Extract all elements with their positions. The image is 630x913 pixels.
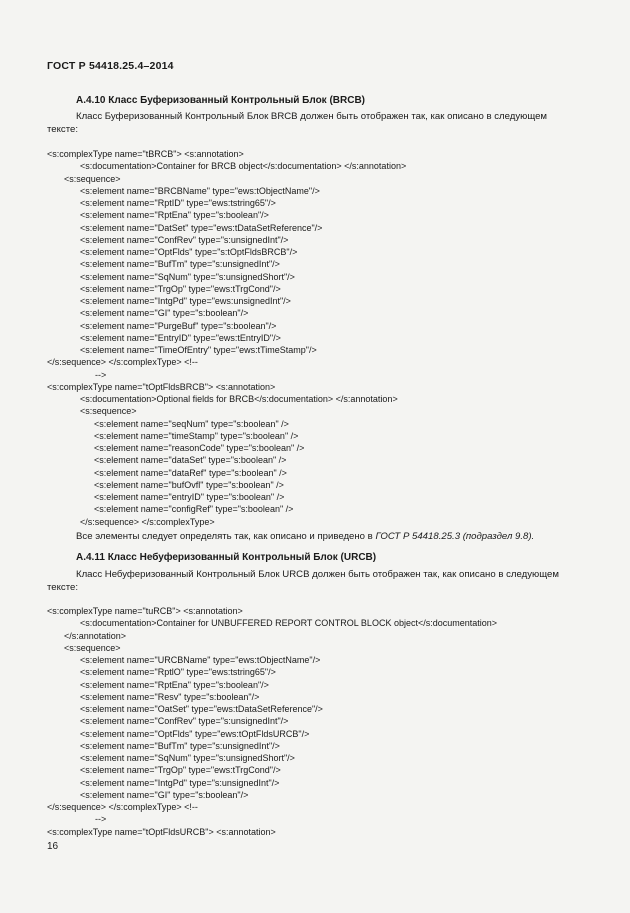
code-line: <s:element name="timeStamp" type="s:boolean" /> xyxy=(94,430,299,441)
intro-brcb-line1: Класс Буферизованный Контрольный Блок BRCB должен быть отображен так, как описано в следующем xyxy=(76,111,548,122)
code-line: <s:element name="IntgPd" type="ews:unsignedInt"/> xyxy=(80,296,291,306)
code-line: <s:sequence> xyxy=(64,642,121,653)
code-line: <s:documentation>Container for BRCB object</s:documentation> </s:annotation> xyxy=(80,161,407,172)
code-line: <s:documentation>Container for UNBUFFERED REPORT CONTROL BLOCK object</s:documentation> xyxy=(80,618,498,629)
code-line: <s:element name="ConfRev" type="s:unsignedInt"/> xyxy=(80,716,289,727)
intro-brcb-line2: тексте: xyxy=(47,124,79,135)
code-line: <s:element name="OptFlds" type="ews:tOptFldsURCB"/> xyxy=(80,728,310,739)
code-line: <s:element name="OatSet" type="ews:tDataSetReference"/> xyxy=(80,704,323,714)
code-line: <s:complexType name="tuRCB"> <s:annotation> xyxy=(47,606,243,616)
code-line: </s:annotation> xyxy=(64,630,127,641)
code-line: <s:element name="RptEna" type="s:boolean"/> xyxy=(80,679,269,690)
code-line: <s:documentation>Optional fields for BRCB</s:documentation> </s:annotation> xyxy=(80,394,398,404)
code-line: <s:element name="reasonCode" type="s:boolean" /> xyxy=(94,443,305,453)
code-line: <s:element name="BRCBName" type="ews:tObjectName"/> xyxy=(80,185,320,196)
code-line: <s:element name="IntgPd" type="s:unsignedInt"/> xyxy=(80,777,280,788)
code-line: <s:sequence> xyxy=(80,406,137,417)
code-line: <s:element name="GI" type="s:boolean"/> xyxy=(80,789,249,800)
code-line: </s:sequence> </s:complexType> <!-- xyxy=(47,357,198,368)
code-line: --> xyxy=(95,369,107,380)
code-line: <s:complexType name="tOptFldsURCB"> <s:annotation> xyxy=(47,826,276,837)
code-line: <s:element name="bufOvfl" type="s:boolean" /> xyxy=(94,479,284,490)
note-text: Все элементы следует определять так, как описано и приведено в xyxy=(76,531,376,542)
code-line: <s:element name="RptID" type="ews:tstring65"/> xyxy=(80,198,276,208)
code-line: <s:element name="entryID" type="s:boolean" /> xyxy=(94,492,285,502)
section-heading-urcb: А.4.11 Класс Небуферизованный Контрольный Блок (URCB) xyxy=(76,552,377,563)
section-heading-brcb: А.4.10 Класс Буферизованный Контрольный Блок (BRCB) xyxy=(76,95,366,106)
code-line: <s:element name="TrgOp" type="ews:tTrgCond"/> xyxy=(80,283,281,294)
code-line: <s:element name="OptFlds" type="s:tOptFldsBRCB"/> xyxy=(80,247,298,257)
page-number: 16 xyxy=(47,841,59,852)
code-line: <s:element name="dataSet" type="s:boolean" /> xyxy=(94,455,287,466)
document-header: ГОСТ Р 54418.25.4–2014 xyxy=(47,60,174,72)
code-line: <s:element name="RptlO" type="ews:tstring65"/> xyxy=(80,667,276,678)
intro-urcb-line1: Класс Небуферизованный Контрольный Блок URCB должен быть отображен так, как описано в следующем xyxy=(76,569,559,580)
code-line: --> xyxy=(95,814,107,825)
code-line: <s:sequence> xyxy=(64,173,121,184)
intro-urcb-line2: тексте: xyxy=(47,582,79,593)
code-line: <s:element name="dataRef" type="s:boolean" /> xyxy=(94,467,287,478)
code-line: <s:element name="DatSet" type="ews:tDataSetReference"/> xyxy=(80,222,323,233)
code-line: <s:complexType name="tOptFldsBRCB"> <s:annotation> xyxy=(47,381,276,392)
code-line: <s:element name="configRef" type="s:boolean" /> xyxy=(94,504,294,515)
code-line: <s:element name="BufTm" type="s:unsignedInt"/> xyxy=(80,740,280,751)
code-line: <s:element name="URCBName" type="ews:tObjectName"/> xyxy=(80,655,321,665)
code-line: <s:element name="ConfRev" type="s:unsignedInt"/> xyxy=(80,234,289,245)
note-reference: ГОСТ Р 54418.25.3 (подраздел 9.8). xyxy=(375,531,535,542)
code-line: <s:element name="PurgeBuf" type="s:boolean"/> xyxy=(80,320,277,331)
code-line: <s:element name="Resv" type="s:boolean"/> xyxy=(80,691,260,702)
code-line: <s:complexType name="tBRCB"> <s:annotation> xyxy=(47,149,244,159)
code-line: <s:element name="SqNum" type="s:unsignedShort"/> xyxy=(80,271,295,282)
code-line: <s:element name="SqNum" type="s:unsignedShort"/> xyxy=(80,753,295,763)
code-line: <s:element name="BufTm" type="s:unsignedInt"/> xyxy=(80,259,280,270)
code-line: <s:element name="TimeOfEntry" type="ews:tTimeStamp"/> xyxy=(80,345,317,355)
code-line: <s:element name="TrgOp" type="ews:tTrgCond"/> xyxy=(80,765,281,776)
code-line: <s:element name="seqNum" type="s:boolean" /> xyxy=(94,418,289,429)
code-line: <s:element name="RptEna" type="s:boolean"/> xyxy=(80,210,269,221)
note-paragraph xyxy=(76,531,534,544)
code-line: </s:sequence> </s:complexType> xyxy=(80,516,215,527)
code-line: <s:element name="EntryID" type="ews:tEntryID"/> xyxy=(80,332,281,343)
code-line: </s:sequence> </s:complexType> <!-- xyxy=(47,802,198,812)
code-line: <s:element name="GI" type="s:boolean"/> xyxy=(80,308,249,319)
